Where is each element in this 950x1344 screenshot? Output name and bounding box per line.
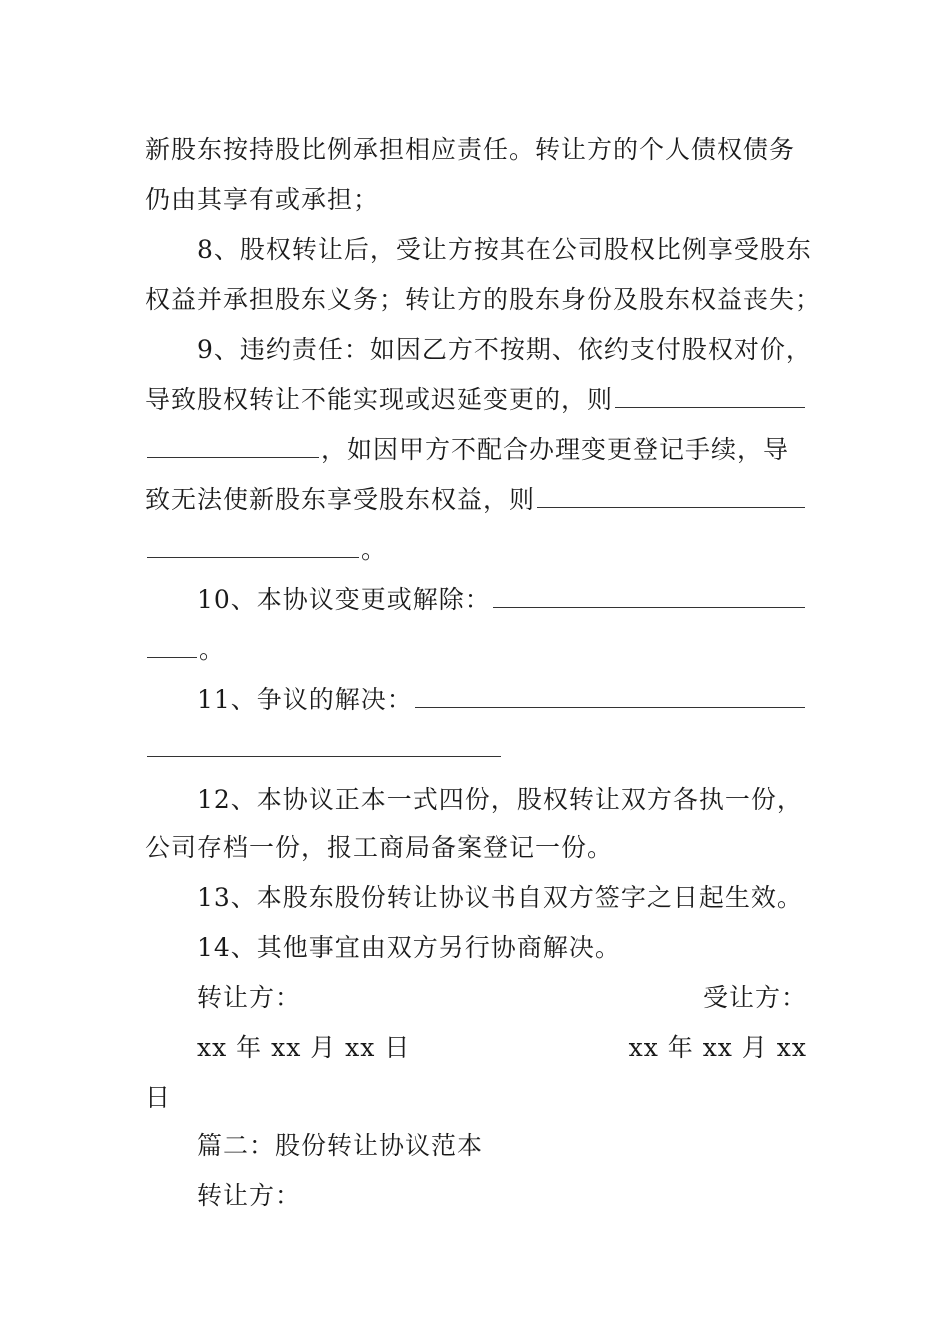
signature-row bbox=[197, 980, 807, 1016]
paragraph-line: 权益并承担股东义务；转让方的股东身份及股东权益丧失； bbox=[145, 285, 822, 314]
line-text: 致无法使新股东享受股东权益，则 bbox=[145, 485, 536, 514]
clause-13-line: 13、本股东股份转让协议书自双方签字之日起生效。 bbox=[197, 883, 803, 912]
fill-in-blank[interactable] bbox=[147, 533, 359, 558]
fill-in-blank[interactable] bbox=[415, 683, 805, 708]
fill-in-blank[interactable] bbox=[147, 433, 319, 458]
line-text: 导致股权转让不能实现或迟延变更的，则 bbox=[145, 385, 614, 414]
fill-in-blank[interactable] bbox=[537, 483, 805, 508]
paragraph-line bbox=[145, 732, 807, 768]
paragraph-line bbox=[145, 482, 807, 518]
line-text: ，如因甲方不配合办理变更登记手续，导 bbox=[321, 435, 790, 464]
clause-10-line bbox=[197, 582, 807, 618]
paragraph-line bbox=[145, 632, 807, 668]
line-text: 11、争议的解决： bbox=[197, 685, 413, 714]
transferee-label: 受让方： bbox=[702, 983, 807, 1012]
line-text: 。 bbox=[199, 635, 226, 664]
paragraph-line: 公司存档一份，报工商局备案登记一份。 bbox=[145, 833, 614, 862]
paragraph-line bbox=[145, 382, 807, 418]
date-row bbox=[197, 1030, 807, 1066]
fill-in-blank[interactable] bbox=[147, 633, 197, 658]
clause-11-line bbox=[197, 682, 807, 718]
clause-8-line: 8、股权转让后，受让方按其在公司股权比例享受股东 bbox=[197, 235, 812, 264]
fill-in-blank[interactable] bbox=[147, 732, 501, 757]
clause-14-line: 14、其他事宜由双方另行协商解决。 bbox=[197, 933, 621, 962]
paragraph-line bbox=[145, 432, 807, 468]
transferor-label-2: 转让方： bbox=[197, 1181, 302, 1210]
paragraph-line: 仍由其享有或承担； bbox=[145, 185, 380, 214]
paragraph-line: 新股东按持股比例承担相应责任。转让方的个人债权债务 bbox=[145, 135, 796, 164]
date-left: xx 年 xx 月 xx 日 bbox=[197, 1033, 411, 1062]
fill-in-blank[interactable] bbox=[493, 583, 805, 608]
paragraph-line bbox=[145, 532, 807, 568]
fill-in-blank[interactable] bbox=[615, 383, 805, 408]
clause-9-line: 9、违约责任：如因乙方不按期、依约支付股权对价， bbox=[197, 335, 812, 364]
date-wrap: 日 bbox=[145, 1083, 172, 1112]
line-text: 10、本协议变更或解除： bbox=[197, 585, 491, 614]
line-text: 。 bbox=[361, 535, 388, 564]
clause-12-line: 12、本协议正本一式四份，股权转让双方各执一份， bbox=[197, 785, 803, 814]
section-title: 篇二：股份转让协议范本 bbox=[197, 1131, 484, 1160]
date-right: xx 年 xx 月 xx bbox=[628, 1033, 807, 1062]
transferor-label: 转让方： bbox=[197, 983, 302, 1012]
